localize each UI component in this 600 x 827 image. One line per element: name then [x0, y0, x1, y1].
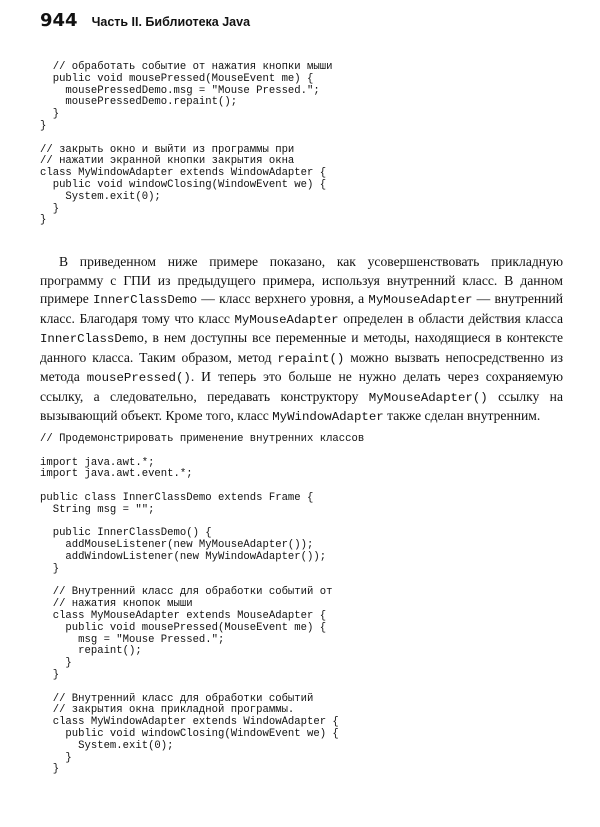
inline-code: repaint(): [277, 351, 345, 366]
inline-code: MyMouseAdapter(): [368, 390, 488, 405]
paragraph-text: В приведенном ниже примере показано, как усовершенствовать прикладную программу с ГПИ из предыдущего примера, используя внутренний класс. В данном примере: [40, 254, 563, 306]
body-paragraph: [40, 253, 563, 427]
paragraph-text: определен в области действия класса: [338, 310, 564, 326]
paragraph-text: — внутренний класс. Благодаря тому что класс: [40, 291, 563, 326]
inline-code: MyWindowAdapter: [272, 410, 384, 424]
paragraph-text: можно вызвать непосредственно из метода: [40, 349, 563, 384]
code-listing-inner-class-demo: // Продемонстрировать применение внутренних классов import java.awt.*; import java.awt.event.*; public class InnerClassDemo extends Frame { String msg = ""; public InnerClassDemo() { addMouseListener(new MyMouseAdapter()); addWindowListener(new MyWindowAdapter()); } // Внутренний класс для обработки событий от // нажатия кнопок мыши class MyMouseAdapter extends MouseAdapter { public void mousePressed(MouseEvent me) { msg = "Mouse Pressed."; repaint(); } } // Внутренний класс для обработки событий // закрытия окна прикладной программы. class MyWindowAdapter extends WindowAdapter { public void windowClosing(WindowEvent we) { System.exit(0); } }: [40, 433, 365, 776]
paragraph-text: также сделан внутренним.: [383, 408, 541, 423]
page-number: 944: [40, 10, 78, 31]
code-listing-window-adapter: // обработать событие от нажатия кнопки мыши public void mousePressed(MouseEvent me) { mousePressedDemo.msg = "Mouse Pressed."; mousePressedDemo.repaint(); } } // закрыть окно и выйти из программы при // нажатии экранной кнопки закрытия окна class MyWindowAdapter extends WindowAdapter { public void windowClosing(WindowEvent we) { System.exit(0); } }: [40, 61, 333, 227]
running-title: Часть II. Библиотека Java: [91, 15, 251, 29]
inline-code: mousePressed(): [86, 371, 191, 385]
inline-code: MyMouseAdapter: [234, 312, 339, 327]
inline-code: MyMouseAdapter: [368, 293, 473, 307]
inline-code: InnerClassDemo: [93, 293, 198, 307]
paragraph-text: , в нем доступны все переменные и методы, находящиеся в контексте данного класса. Таким образом, метод: [40, 330, 563, 365]
paragraph-text: — класс верхнего уровня, а: [197, 291, 369, 306]
page-header: [40, 10, 250, 31]
paragraph-text: . И теперь это больше не нужно делать через сохраняемую ссылку, а следовательно, передавать конструктору: [40, 369, 564, 404]
paragraph-text: ссылку на вызывающий объект. Кроме того, класс: [40, 388, 563, 423]
inline-code: InnerClassDemo: [40, 332, 145, 346]
